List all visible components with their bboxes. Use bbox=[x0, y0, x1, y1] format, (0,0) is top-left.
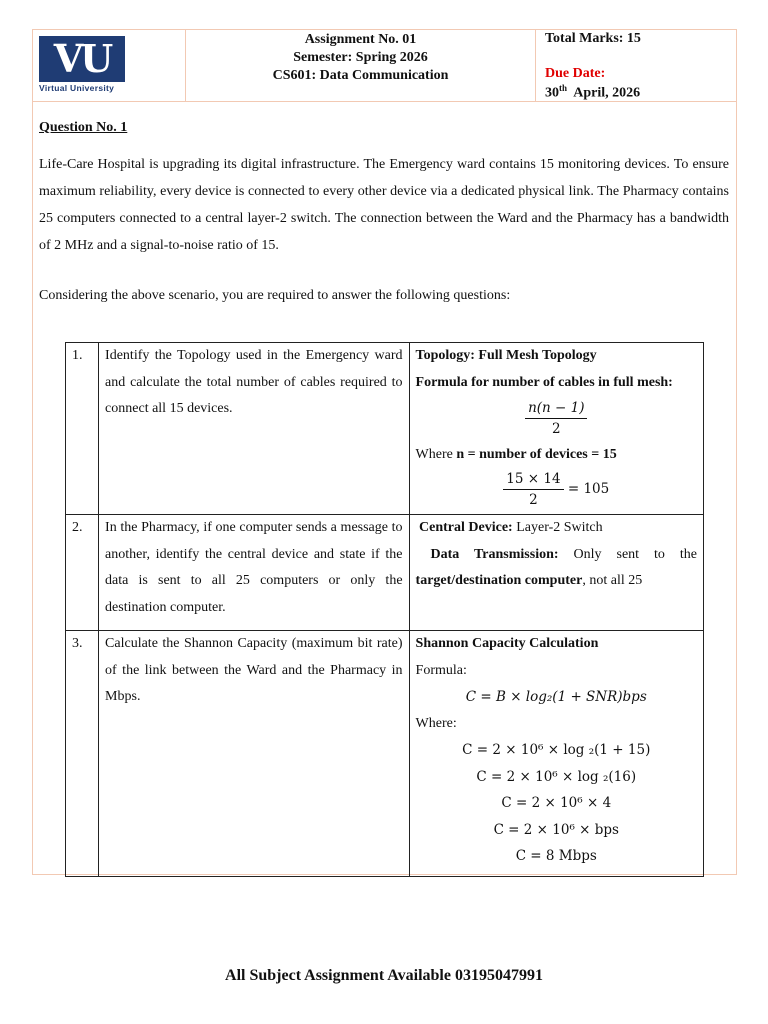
total-marks: Total Marks: 15 bbox=[545, 31, 641, 46]
where-line bbox=[416, 442, 697, 469]
semester: Semester: Spring 2026 bbox=[293, 50, 428, 65]
transmission-value: Only sent to the bbox=[558, 546, 697, 562]
shannon-heading: Shannon Capacity Calculation bbox=[415, 636, 599, 651]
transmission-line bbox=[416, 542, 697, 595]
logo-mark: VU bbox=[53, 36, 111, 81]
table-row bbox=[66, 343, 704, 515]
calc-step: C = 2 × 10⁶ × 4 bbox=[501, 795, 612, 811]
row-number: 2. bbox=[66, 515, 99, 631]
scenario-paragraph: Life-Care Hospital is upgrading its digital infrastructure. The Emergency ward contains 15 monitoring devices. To ensure maximum reliability, every device is connected to every other device via a dedicated physical link. The Pharmacy contains 25 computers connected to a central layer-2 switch. The connection between the Ward and the Pharmacy has a bandwidth of 2 MHz and a signal-to-noise ratio of 15. bbox=[39, 157, 729, 253]
answer-cell bbox=[409, 631, 703, 877]
assignment-info bbox=[186, 29, 536, 101]
table-row bbox=[66, 631, 704, 877]
formula-label: Formula: bbox=[415, 662, 467, 678]
where-prefix: Where bbox=[415, 447, 457, 462]
central-device-value: Layer-2 Switch bbox=[512, 520, 603, 535]
due-date-value bbox=[545, 83, 640, 102]
logo-cell bbox=[32, 29, 186, 101]
calc-numerator: 15 × 14 bbox=[503, 469, 563, 490]
shannon-formula: C = B × log₂(1 + SNR)bps bbox=[465, 689, 647, 705]
qa-table bbox=[65, 342, 704, 877]
row-number: 3. bbox=[66, 631, 99, 877]
question-cell: Identify the Topology used in the Emergency ward and calculate the total number of cables required to connect all 15 devices. bbox=[99, 343, 409, 515]
footer-advert: All Subject Assignment Available 03195047991 bbox=[225, 967, 543, 984]
formula-label: Formula for number of cables in full mesh: bbox=[415, 374, 673, 390]
instruction-text: Considering the above scenario, you are required to answer the following questions: bbox=[39, 288, 511, 303]
transmission-end: , not all 25 bbox=[582, 573, 643, 588]
central-device-line bbox=[416, 515, 697, 542]
due-day: 30 bbox=[545, 85, 559, 101]
question-cell: In the Pharmacy, if one computer sends a message to another, identify the central device and state if the data is sent to all 25 computers or only the destination computer. bbox=[99, 515, 409, 631]
calc-denominator: 2 bbox=[529, 491, 538, 508]
question-title: Question No. 1 bbox=[39, 120, 128, 135]
answer-cell bbox=[409, 515, 703, 631]
question-cell: Calculate the Shannon Capacity (maximum bit rate) of the link between the Ward and the Pharmacy in Mbps. bbox=[99, 631, 409, 877]
central-device-label: Central Device: bbox=[419, 520, 513, 535]
table-row bbox=[66, 515, 704, 631]
fraction-denominator: 2 bbox=[551, 421, 561, 437]
formula-fraction bbox=[525, 398, 587, 439]
calc-step: C = 2 × 10⁶ × log ₂(1 + 15) bbox=[462, 742, 651, 758]
assignment-number: Assignment No. 01 bbox=[304, 32, 417, 47]
transmission-label: Data Transmission: bbox=[430, 546, 559, 562]
due-suffix: th bbox=[559, 83, 568, 93]
calc-fraction bbox=[503, 469, 563, 510]
vu-logo bbox=[39, 36, 125, 82]
logo-caption: Virtual University bbox=[39, 83, 115, 93]
topology-answer: Topology: Full Mesh Topology bbox=[415, 348, 597, 363]
calc-step: C = 2 × 10⁶ × log ₂(16) bbox=[476, 768, 637, 785]
course-title: CS601: Data Communication bbox=[272, 68, 449, 83]
calculation-block bbox=[416, 469, 697, 514]
where-label: Where: bbox=[415, 715, 457, 731]
answer-cell bbox=[409, 343, 703, 515]
marks-due-cell bbox=[536, 29, 737, 101]
calc-step: C = 2 × 10⁶ × bps bbox=[493, 821, 619, 838]
row-number: 1. bbox=[66, 343, 99, 515]
formula-block bbox=[416, 396, 697, 442]
where-definition: n = number of devices = 15 bbox=[456, 447, 617, 462]
assignment-header bbox=[32, 29, 737, 102]
calc-step: C = 8 Mbps bbox=[515, 848, 597, 864]
due-date-label: Due Date: bbox=[545, 66, 606, 81]
due-rest: April, 2026 bbox=[573, 85, 641, 101]
calc-result: = 105 bbox=[567, 480, 610, 497]
fraction-numerator: n(n − 1) bbox=[525, 398, 587, 419]
transmission-target: target/destination computer bbox=[415, 573, 583, 588]
